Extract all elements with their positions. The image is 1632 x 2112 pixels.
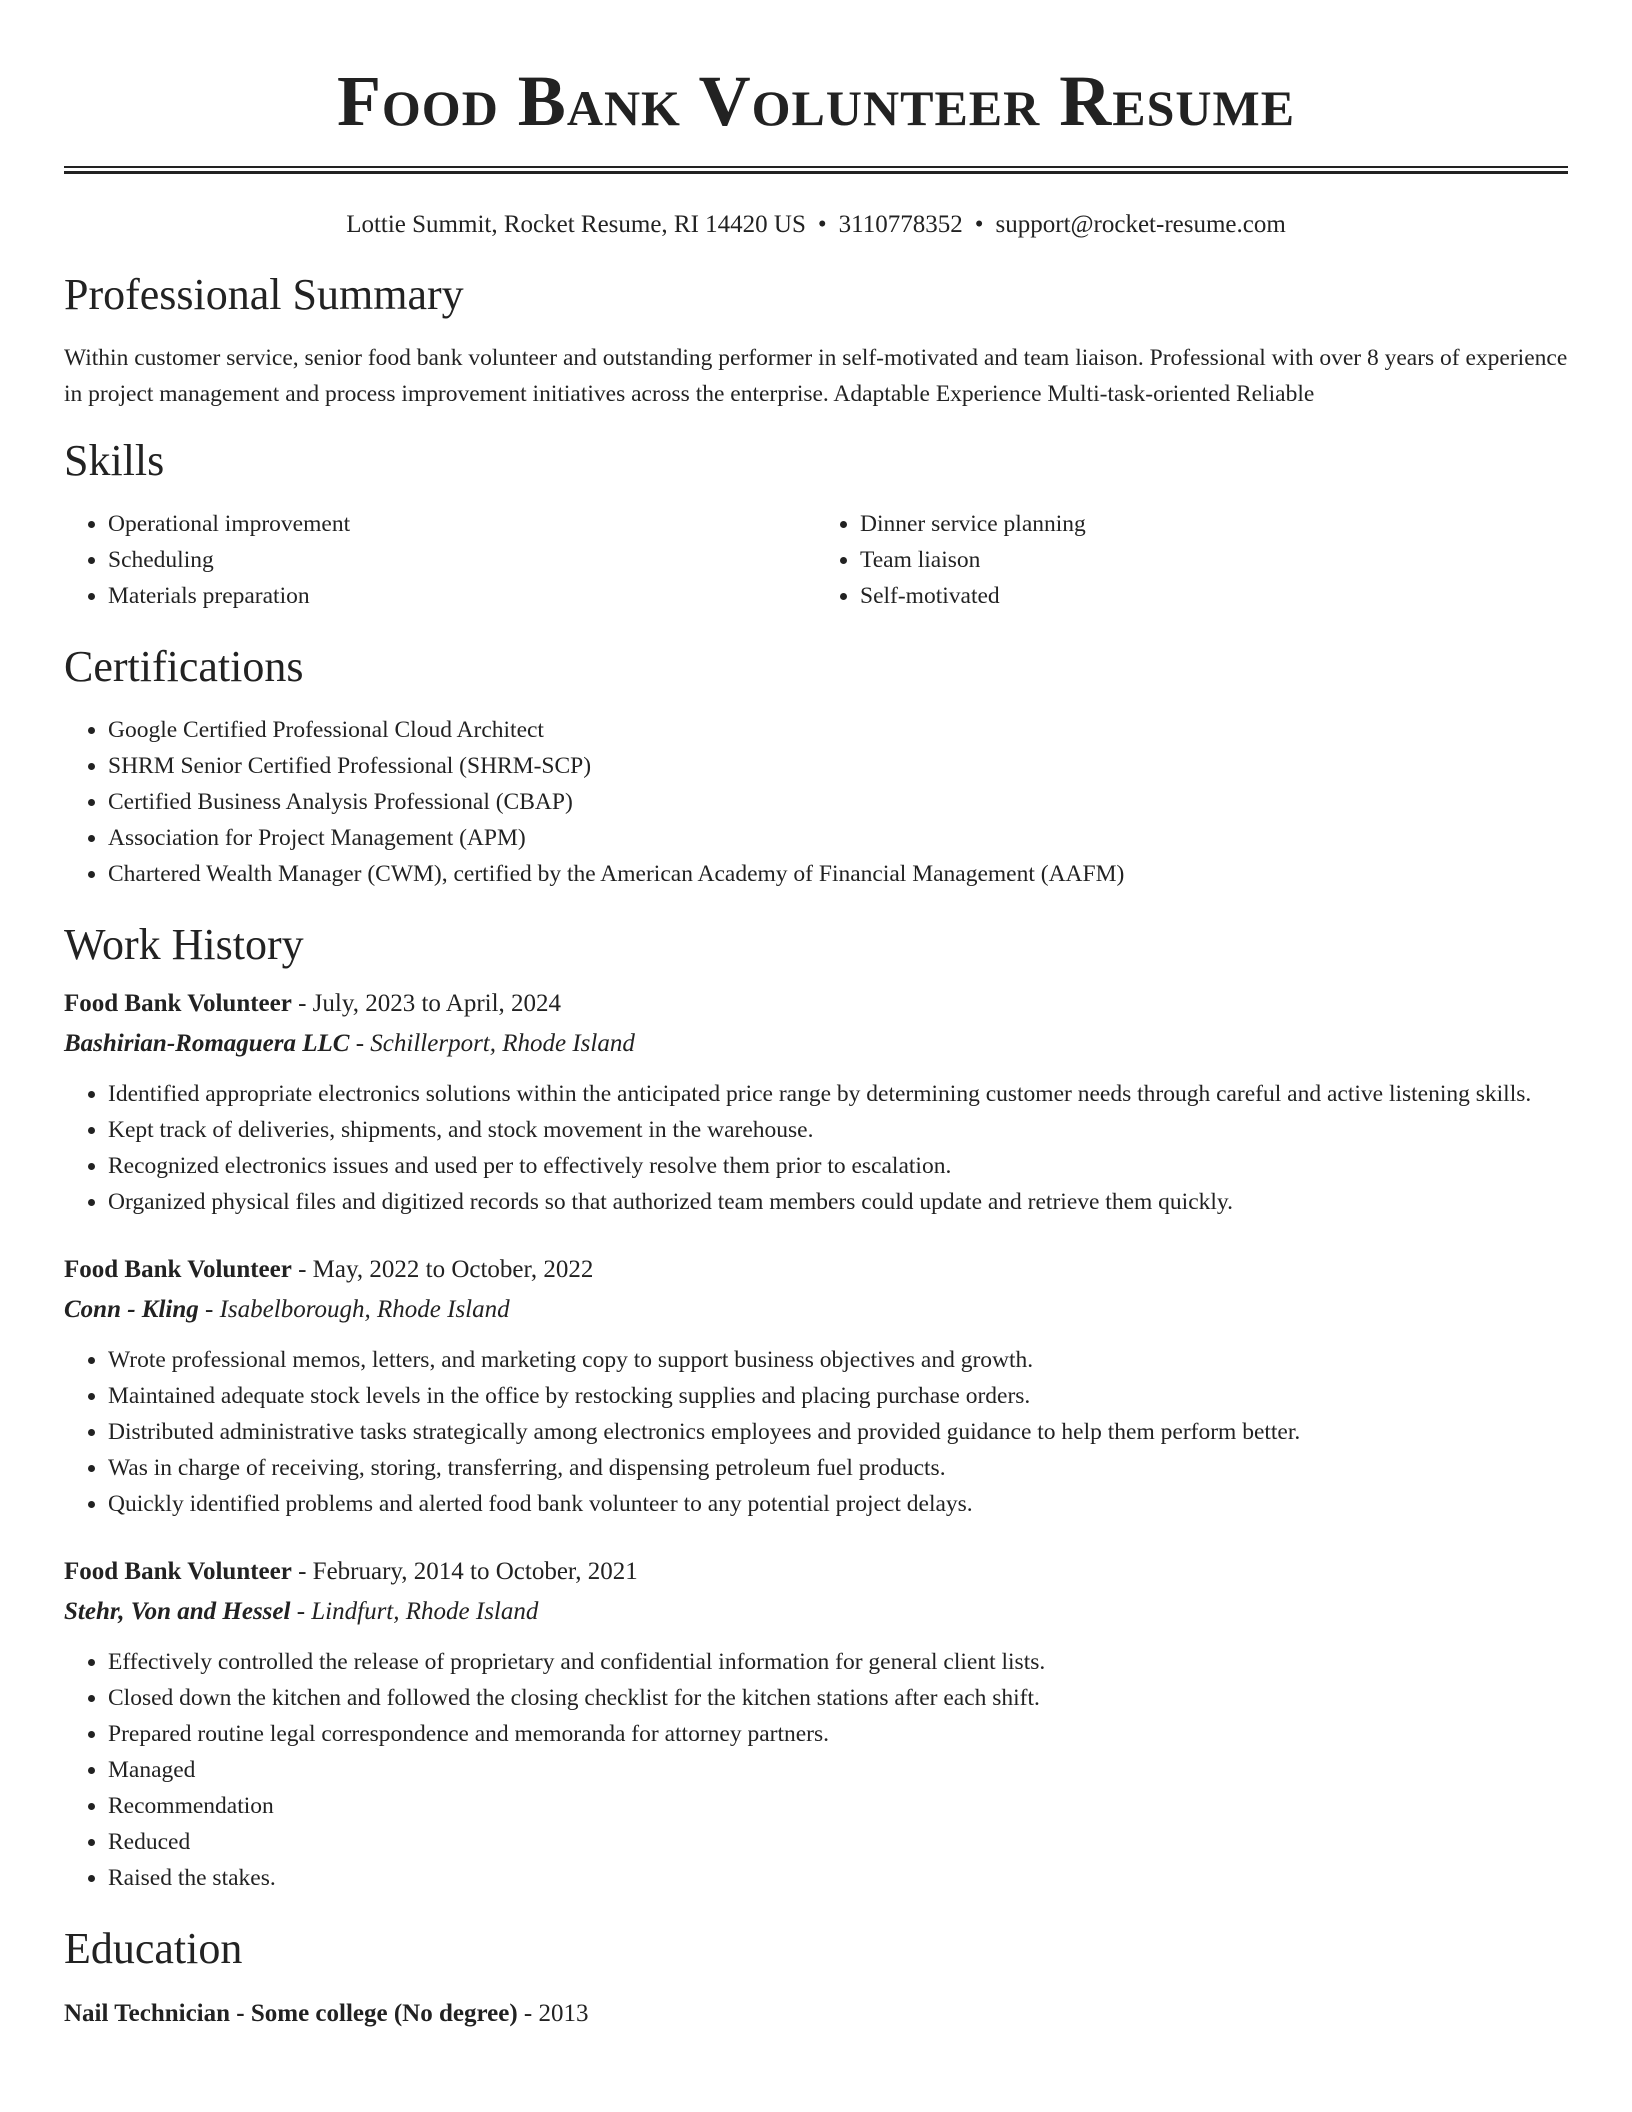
skill-item: • Dinner service planning xyxy=(860,506,1568,542)
certification-item: • Certified Business Analysis Professional (CBAP) xyxy=(108,784,1568,820)
company-location: - Schillerport, Rhode Island xyxy=(349,1030,635,1057)
skill-item: • Materials preparation xyxy=(108,578,816,614)
skill-item: • Operational improvement xyxy=(108,506,816,542)
work-history-heading: Work History xyxy=(64,920,304,969)
skills-list-left xyxy=(64,506,816,614)
job-bullet: • Recognized electronics issues and used per to effectively resolve them prior to escalation. xyxy=(108,1148,1568,1184)
contact-address: Lottie Summit, Rocket Resume, RI 14420 US xyxy=(346,211,806,238)
job-bullet: • Raised the stakes. xyxy=(108,1860,1568,1896)
certifications-list xyxy=(64,712,1568,892)
job-bullet: • Prepared routine legal correspondence and memoranda for attorney partners. xyxy=(108,1716,1568,1752)
contact-separator: • xyxy=(817,211,827,238)
job-bullets xyxy=(64,1342,1568,1522)
company-line xyxy=(64,1290,1568,1330)
summary-heading: Professional Summary xyxy=(64,270,464,319)
certification-item: • Association for Project Management (APM) xyxy=(108,820,1568,856)
job-title-line xyxy=(64,1250,1568,1290)
education-entry xyxy=(64,1994,1568,2034)
contact-phone: 3110778352 xyxy=(838,211,963,238)
job-entry xyxy=(64,984,1568,1220)
summary-text: Within customer service, senior food bank volunteer and outstanding performer in self-motivated and team liaison. Professional with over 8 years of experience in project management and process improvement initiatives across the enterprise. Adaptable Experience Multi-task-oriented Reliable xyxy=(64,345,1568,407)
skills-list-right xyxy=(816,506,1568,614)
job-bullet: • Was in charge of receiving, storing, transferring, and dispensing petroleum fuel products. xyxy=(108,1450,1568,1486)
job-dates: - February, 2014 to October, 2021 xyxy=(291,1558,638,1585)
skill-item: • Team liaison xyxy=(860,542,1568,578)
job-bullet: • Organized physical files and digitized records so that authorized team members could update and retrieve them quickly. xyxy=(108,1184,1568,1220)
skills-heading: Skills xyxy=(64,436,165,485)
company-name: Bashirian-Romaguera LLC xyxy=(64,1030,350,1057)
job-bullet: • Reduced xyxy=(108,1824,1568,1860)
job-bullet: • Maintained adequate stock levels in the office by restocking supplies and placing purchase orders. xyxy=(108,1378,1568,1414)
job-bullet: • Distributed administrative tasks strategically among electronics employees and provided guidance to help them perform better. xyxy=(108,1414,1568,1450)
job-dates: - July, 2023 to April, 2024 xyxy=(291,990,562,1017)
certification-item: • Chartered Wealth Manager (CWM), certified by the American Academy of Financial Management (AAFM) xyxy=(108,856,1568,892)
company-line xyxy=(64,1024,1568,1064)
education-year: - 2013 xyxy=(517,2000,589,2027)
job-bullet: • Recommendation xyxy=(108,1788,1568,1824)
certifications-heading: Certifications xyxy=(64,642,304,691)
job-title: Food Bank Volunteer xyxy=(64,1256,292,1283)
certification-item: • Google Certified Professional Cloud Architect xyxy=(108,712,1568,748)
job-entry xyxy=(64,1552,1568,1896)
job-title: Food Bank Volunteer xyxy=(64,1558,292,1585)
job-bullets xyxy=(64,1644,1568,1896)
job-bullet: • Managed xyxy=(108,1752,1568,1788)
job-title-line xyxy=(64,1552,1568,1592)
education-heading: Education xyxy=(64,1924,243,1973)
company-line xyxy=(64,1592,1568,1632)
job-bullet: • Identified appropriate electronics solutions within the anticipated price range by determining customer needs through careful and active listening skills. xyxy=(108,1076,1568,1112)
company-location: - Isabelborough, Rhode Island xyxy=(198,1296,510,1323)
job-bullet: • Closed down the kitchen and followed the closing checklist for the kitchen stations after each shift. xyxy=(108,1680,1568,1716)
company-location: - Lindfurt, Rhode Island xyxy=(290,1598,539,1625)
job-title-line xyxy=(64,984,1568,1024)
contact-separator: • xyxy=(974,211,984,238)
company-name: Stehr, Von and Hessel xyxy=(64,1598,291,1625)
contact-line xyxy=(64,208,1568,242)
resume-title: Food Bank Volunteer Resume xyxy=(336,61,1296,141)
skill-item: • Scheduling xyxy=(108,542,816,578)
job-dates: - May, 2022 to October, 2022 xyxy=(291,1256,594,1283)
certification-item: • SHRM Senior Certified Professional (SHRM-SCP) xyxy=(108,748,1568,784)
education-degree: Nail Technician - Some college (No degree) xyxy=(64,2000,518,2027)
company-name: Conn - Kling xyxy=(64,1296,199,1323)
job-entry xyxy=(64,1250,1568,1522)
job-bullet: • Wrote professional memos, letters, and marketing copy to support business objectives and growth. xyxy=(108,1342,1568,1378)
skill-item: • Self-motivated xyxy=(860,578,1568,614)
skills-columns xyxy=(64,506,1568,614)
job-title: Food Bank Volunteer xyxy=(64,990,292,1017)
job-bullet: • Quickly identified problems and alerted food bank volunteer to any potential project delays. xyxy=(108,1486,1568,1522)
job-bullet: • Effectively controlled the release of proprietary and confidential information for general client lists. xyxy=(108,1644,1568,1680)
job-bullet: • Kept track of deliveries, shipments, and stock movement in the warehouse. xyxy=(108,1112,1568,1148)
title-divider xyxy=(64,166,1568,174)
job-bullets xyxy=(64,1076,1568,1220)
contact-email: support@rocket-resume.com xyxy=(995,211,1286,238)
